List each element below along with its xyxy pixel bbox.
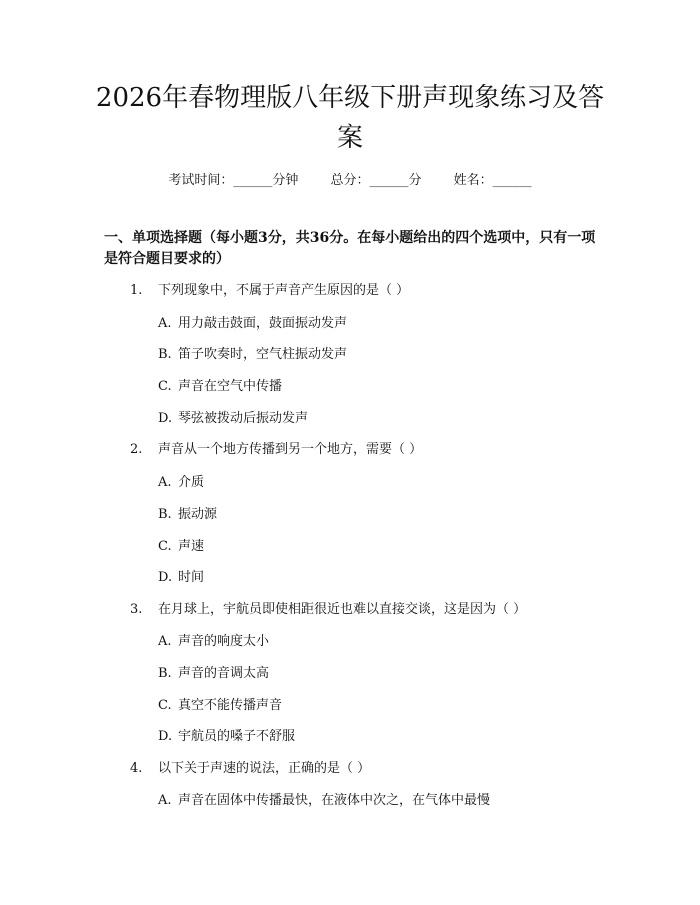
option-letter: D. [158, 411, 173, 426]
question-number: 3. [130, 602, 143, 617]
option-letter: C. [158, 379, 172, 394]
option-text: 振动源 [178, 507, 218, 522]
option-1b [158, 346, 347, 364]
question-text: 以下关于声速的说法，正确的是（ ） [158, 761, 371, 776]
option-letter: B. [158, 507, 172, 522]
option-letter: A. [158, 634, 172, 649]
question-number: 2. [130, 442, 143, 457]
option-2c [158, 538, 204, 556]
question-4 [130, 760, 370, 778]
name-field: 姓名：______ [453, 173, 532, 188]
option-letter: C. [158, 698, 172, 713]
option-3d [158, 728, 295, 746]
option-letter: D. [158, 570, 173, 585]
option-letter: B. [158, 666, 172, 681]
option-text: 时间 [178, 570, 205, 585]
question-3 [130, 601, 526, 619]
option-1d [158, 410, 308, 428]
option-text: 声速 [178, 539, 205, 554]
option-3a [158, 633, 269, 651]
option-text: 声音的响度太小 [178, 634, 270, 649]
option-letter: A. [158, 793, 172, 808]
option-text: 琴弦被拨动后振动发声 [178, 411, 309, 426]
option-text: 用力敲击鼓面，鼓面振动发声 [178, 316, 348, 331]
option-2d [158, 569, 204, 587]
option-text: 介质 [178, 475, 205, 490]
option-3c [158, 697, 282, 715]
option-text: 声音在固体中传播最快，在液体中次之，在气体中最慢 [178, 793, 491, 808]
option-text: 宇航员的嗓子不舒服 [178, 729, 296, 744]
option-text: 声音的音调太高 [178, 666, 270, 681]
question-number: 4. [130, 761, 143, 776]
question-text: 声音从一个地方传播到另一个地方，需要（ ） [158, 442, 423, 457]
option-text: 声音在空气中传播 [178, 379, 283, 394]
section-heading: 一、单项选择题（每小题3分，共36分。在每小题给出的四个选项中，只有一项是符合题目要求的） [104, 230, 596, 267]
option-letter: D. [158, 729, 173, 744]
question-number: 1. [130, 283, 143, 298]
option-text: 笛子吹奏时，空气柱振动发声 [178, 347, 348, 362]
option-4a [158, 792, 490, 810]
document-title: 2026年春物理版八年级下册声现象练习及答案 [95, 83, 605, 153]
option-letter: B. [158, 347, 172, 362]
exam-info-line [0, 169, 700, 188]
question-text: 下列现象中，不属于声音产生原因的是（ ） [158, 283, 410, 298]
option-3b [158, 665, 269, 683]
question-2 [130, 441, 422, 459]
question-1 [130, 282, 409, 300]
total-score-field: 总分：______分 [330, 173, 422, 188]
exam-time-field: 考试时间：______分钟 [168, 173, 299, 188]
option-2a [158, 474, 204, 492]
option-letter: A. [158, 316, 172, 331]
option-letter: C. [158, 539, 172, 554]
option-1a [158, 315, 347, 333]
option-letter: A. [158, 475, 172, 490]
question-text: 在月球上，宇航员即使相距很近也难以直接交谈，这是因为（ ） [158, 602, 527, 617]
option-text: 真空不能传播声音 [178, 698, 283, 713]
option-2b [158, 506, 217, 524]
option-1c [158, 378, 282, 396]
